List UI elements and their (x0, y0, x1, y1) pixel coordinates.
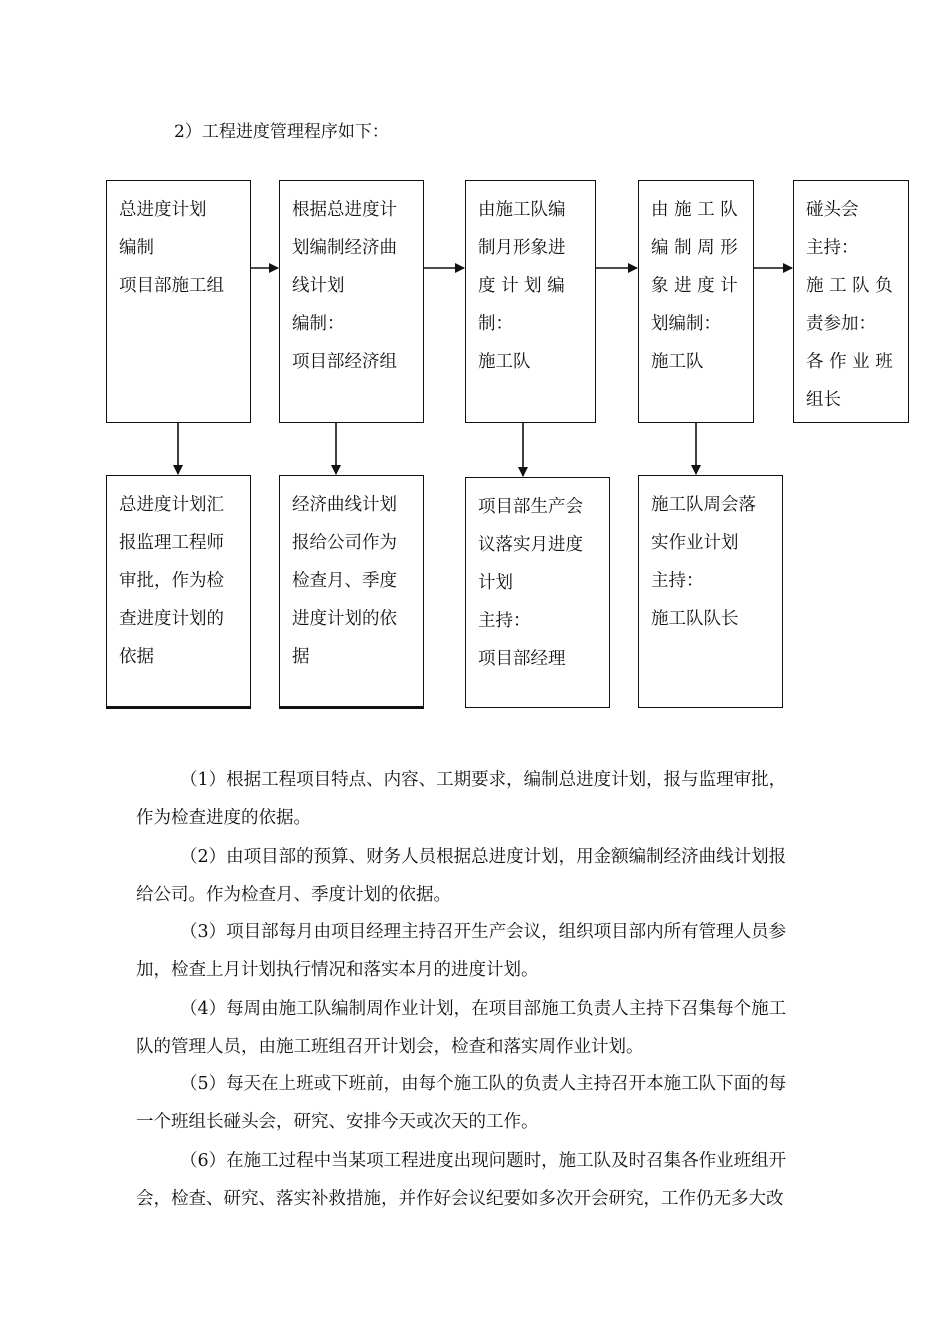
box-line: 由 施 工 队 (651, 200, 738, 220)
box-line: 据 (292, 647, 310, 667)
box-line: 报给公司作为 (292, 533, 397, 553)
paragraph-4 (136, 990, 840, 1066)
paragraph-line: （3）项目部每月由项目经理主持召开生产会议，组织项目部内所有管理人员参 (180, 922, 787, 942)
box-line: 根据总进度计 (292, 200, 397, 220)
paragraph-line: 队的管理人员，由施工班组召开计划会，检查和落实周作业计划。 (136, 1037, 644, 1057)
box-line: 施工队 (478, 352, 531, 372)
box-line: 施工队周会落 (651, 495, 756, 515)
paragraph-3 (136, 913, 840, 989)
box-line: 主持： (806, 238, 859, 258)
paragraph-line: （4）每周由施工队编制周作业计划，在项目部施工负责人主持下召集每个施工 (180, 999, 787, 1019)
box-line: 碰头会 (806, 200, 859, 220)
box-line: 计划 (478, 573, 513, 593)
box-line: 线计划 (292, 276, 345, 296)
box-line: 施工队队长 (651, 609, 739, 629)
box-line: 划编制经济曲 (292, 238, 397, 258)
paragraph-line: （6）在施工过程中当某项工程进度出现问题时，施工队及时召集各作业班组开 (180, 1151, 787, 1171)
paragraph-1 (136, 761, 840, 837)
box-line: 制： (478, 314, 513, 334)
paragraph-line: （2）由项目部的预算、财务人员根据总进度计划，用金额编制经济曲线计划报 (180, 847, 787, 867)
box-line: 项目部经济组 (292, 352, 397, 372)
section-heading: 2）工程进度管理程序如下： (174, 122, 389, 142)
paragraph-5 (136, 1065, 840, 1141)
paragraph-line: 一个班组长碰头会，研究、安排今天或次天的工作。 (136, 1112, 539, 1132)
box-line: 责参加： (806, 314, 876, 334)
box-line: 项目部生产会 (478, 497, 583, 517)
box-line: 报监理工程师 (119, 533, 224, 553)
box-line: 审批，作为检 (119, 571, 224, 591)
paragraph-6 (136, 1142, 840, 1218)
box-line: 查进度计划的 (119, 609, 224, 629)
box-line: 由施工队编 (478, 200, 566, 220)
paragraph-line: 作为检查进度的依据。 (136, 808, 311, 828)
paragraph-2 (136, 838, 840, 914)
box-line: 总进度计划汇 (119, 495, 224, 515)
box-line: 编制 (119, 238, 154, 258)
box-line: 组长 (806, 390, 841, 410)
box-line: 划编制： (651, 314, 721, 334)
box-line: 总进度计划 (119, 200, 207, 220)
box-line: 主持： (651, 571, 704, 591)
box-line: 项目部经理 (478, 649, 566, 669)
box-line: 编制： (292, 314, 345, 334)
box-line: 检查月、季度 (292, 571, 397, 591)
paragraph-line: 会，检查、研究、落实补救措施，并作好会议纪要如多次开会研究，工作仍无多大改 (136, 1189, 784, 1209)
paragraph-line: （5）每天在上班或下班前，由每个施工队的负责人主持召开本施工队下面的每 (180, 1074, 787, 1094)
box-line: 制月形象进 (478, 238, 566, 258)
box-line: 施 工 队 负 (806, 276, 893, 296)
box-line: 项目部施工组 (119, 276, 224, 296)
paragraph-line: （1）根据工程项目特点、内容、工期要求，编制总进度计划，报与监理审批， (180, 770, 787, 790)
box-line: 进度计划的依 (292, 609, 397, 629)
box-line: 议落实月进度 (478, 535, 583, 555)
paragraph-line: 加，检查上月计划执行情况和落实本月的进度计划。 (136, 960, 539, 980)
box-line: 各 作 业 班 (806, 352, 893, 372)
box-line: 度 计 划 编 (478, 276, 565, 296)
box-line: 施工队 (651, 352, 704, 372)
paragraph-line: 给公司。作为检查月、季度计划的依据。 (136, 885, 451, 905)
box-line: 主持： (478, 611, 531, 631)
box-line: 实作业计划 (651, 533, 739, 553)
box-line: 经济曲线计划 (292, 495, 397, 515)
box-line: 象 进 度 计 (651, 276, 738, 296)
box-line: 编 制 周 形 (651, 238, 738, 258)
box-line: 依据 (119, 647, 154, 667)
